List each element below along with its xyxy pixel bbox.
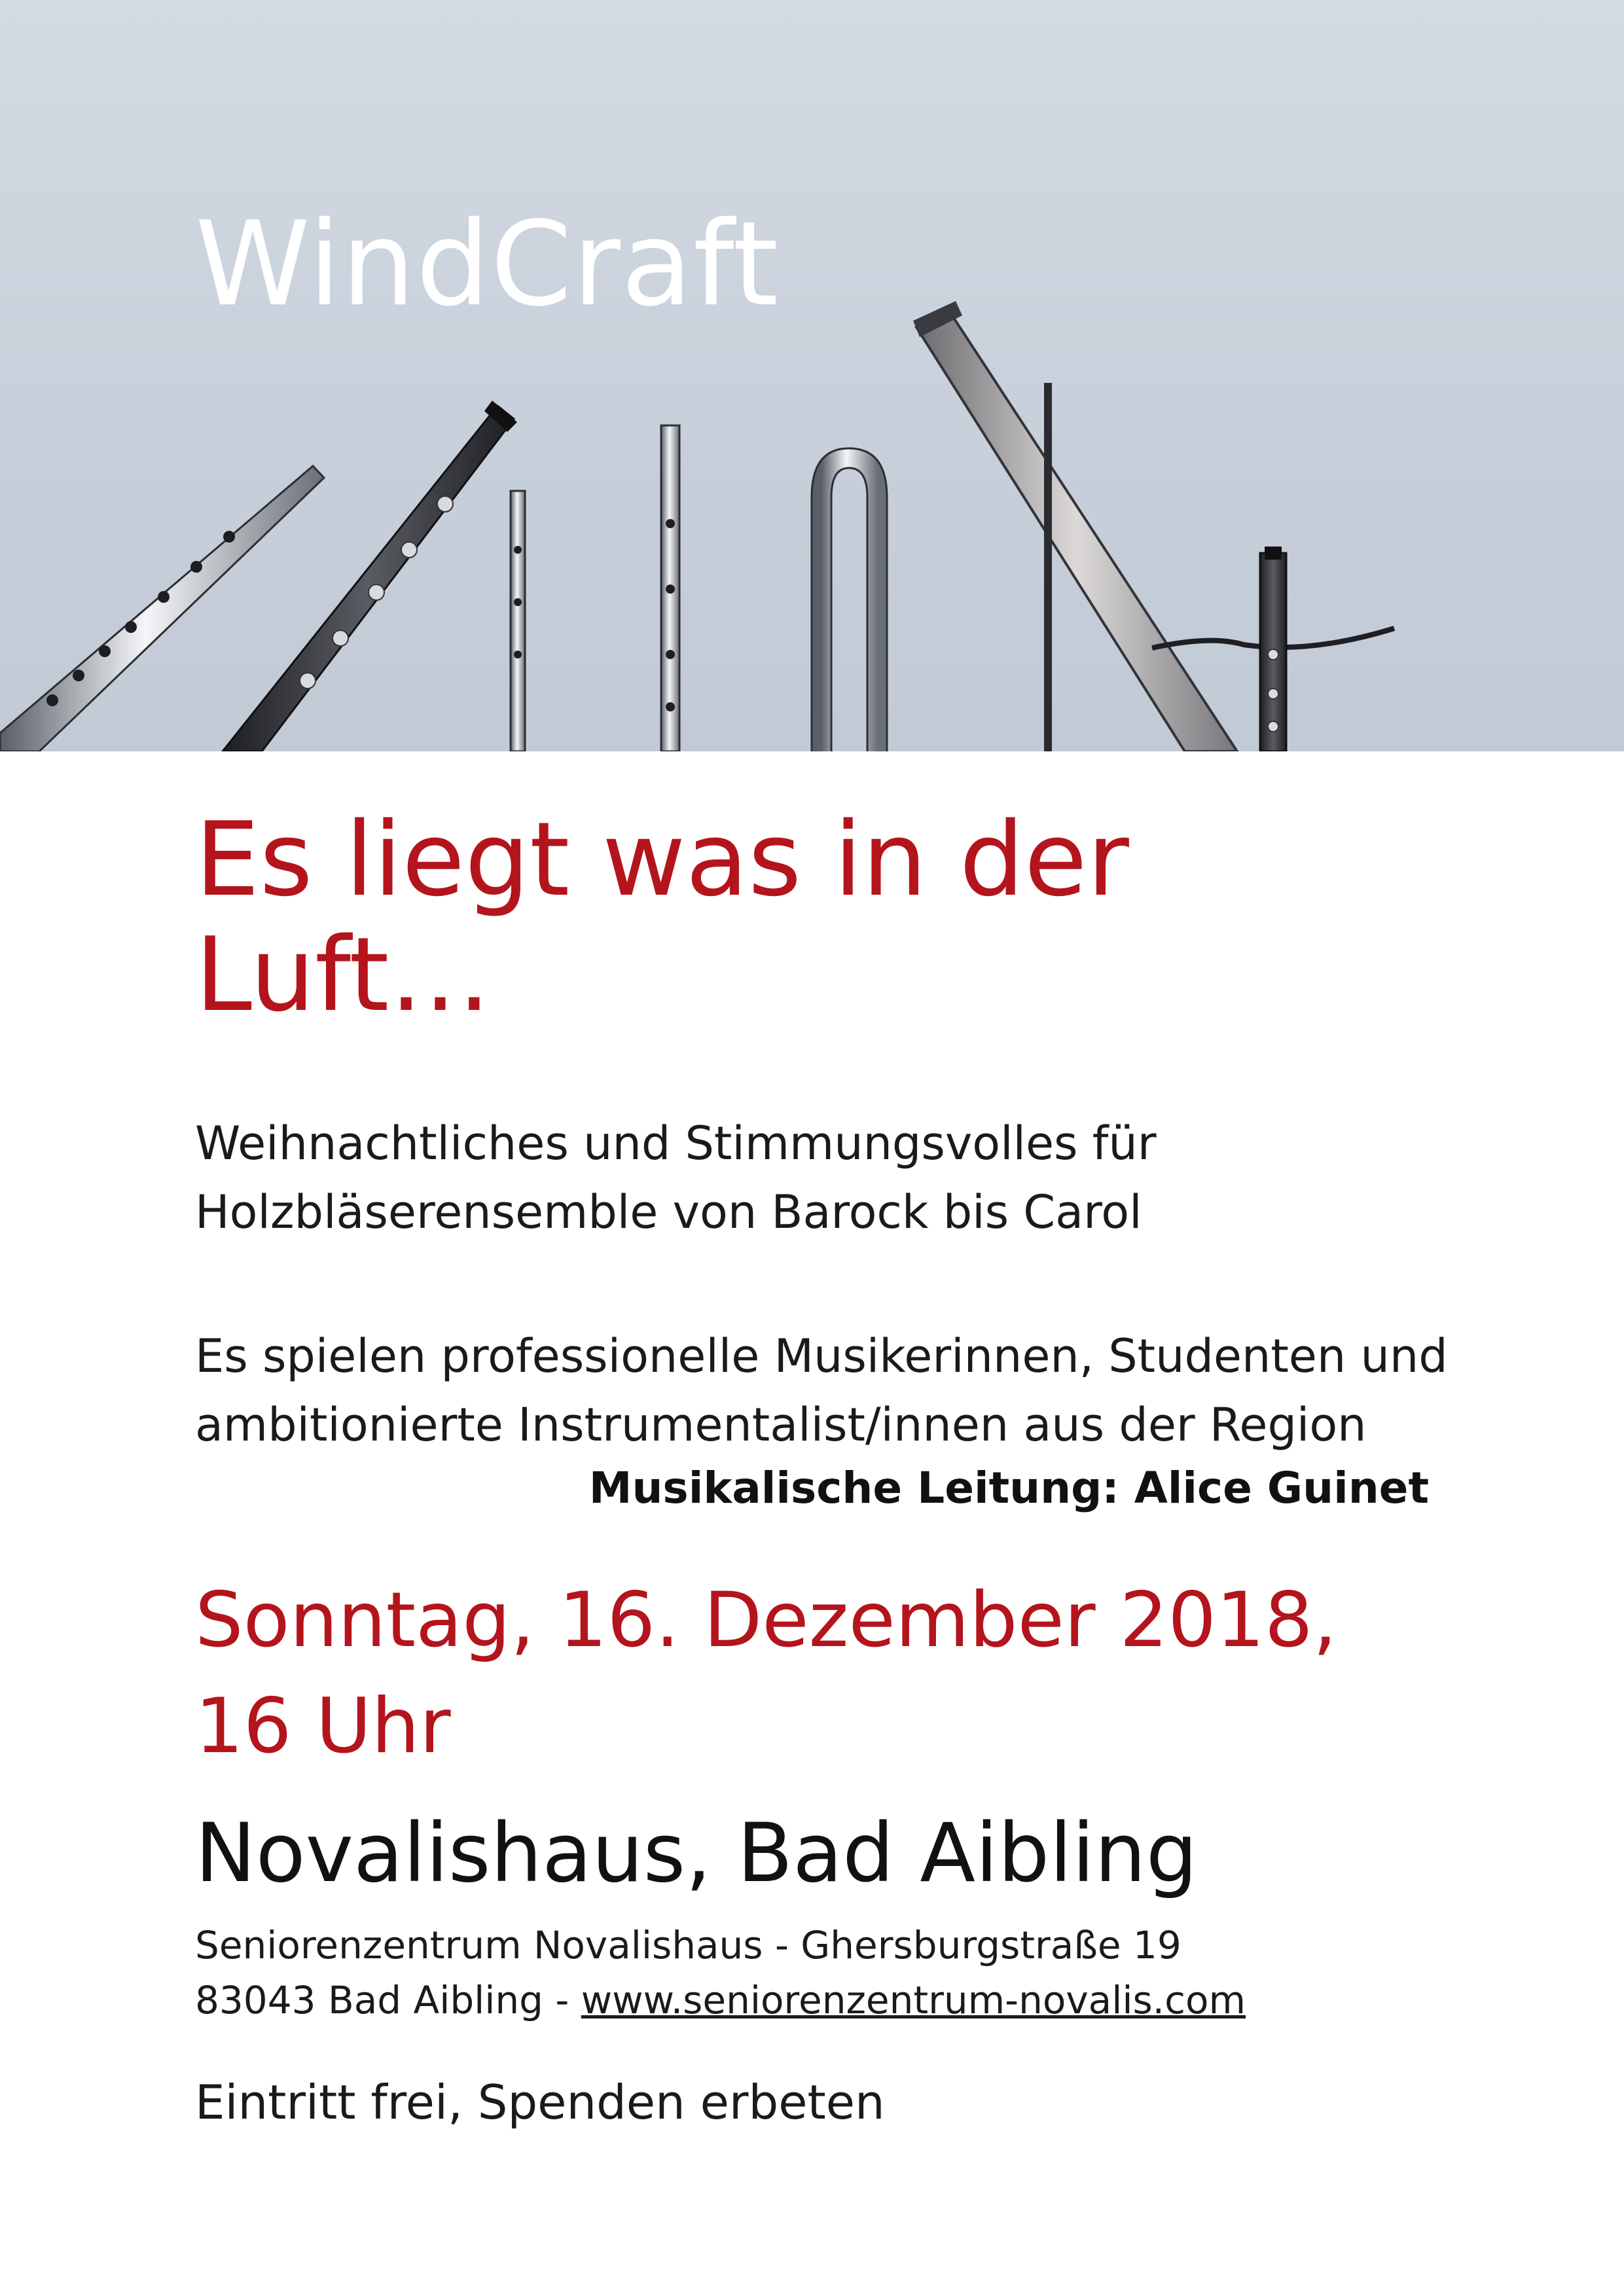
address-line-1: Seniorenzentrum Novalishaus - Ghersburgstraße 19 <box>195 1923 1182 1967</box>
event-venue: Novalishaus, Bad Aibling <box>195 1806 1198 1901</box>
title-line-1: Es liegt was in der <box>195 800 1129 919</box>
performers-description <box>195 1322 1504 1460</box>
oboe-shape <box>1260 547 1286 751</box>
performers-line-2: ambitionierte Instrumentalist/innen aus der Region <box>195 1398 1367 1452</box>
piccolo-shape <box>511 491 525 751</box>
bassoon-shape <box>913 301 1394 751</box>
hero-image <box>0 0 1624 751</box>
event-date <box>195 1568 1504 1780</box>
concert-title <box>195 802 1439 1033</box>
clarinet-shape <box>223 401 517 751</box>
bass-flute-shape <box>799 458 877 751</box>
title-line-2: Luft… <box>195 915 492 1035</box>
date-line-2: 16 Uhr <box>195 1682 451 1771</box>
entry-note: Eintritt frei, Spenden erbeten <box>195 2075 885 2130</box>
website-link[interactable]: www.seniorenzentrum-novalis.com <box>581 1978 1246 2023</box>
woodwind-instruments-illustration <box>0 0 1624 751</box>
subtitle-line-2: Holzbläserensemble von Barock bis Carol <box>195 1185 1142 1239</box>
concert-subtitle <box>195 1109 1471 1247</box>
subtitle-line-1: Weihnachtliches und Stimmungsvolles für <box>195 1117 1157 1170</box>
alto-flute-shape <box>661 425 679 751</box>
musical-director: Musikalische Leitung: Alice Guinet <box>588 1463 1429 1513</box>
address-city: 83043 Bad Aibling - <box>195 1978 581 2023</box>
band-name: WindCraft <box>195 196 780 332</box>
address-line-2 <box>195 1973 1246 2028</box>
venue-address <box>195 1918 1246 2028</box>
date-line-1: Sonntag, 16. Dezember 2018, <box>195 1576 1337 1664</box>
performers-line-1: Es spielen professionelle Musikerinnen, Studenten und <box>195 1329 1448 1383</box>
